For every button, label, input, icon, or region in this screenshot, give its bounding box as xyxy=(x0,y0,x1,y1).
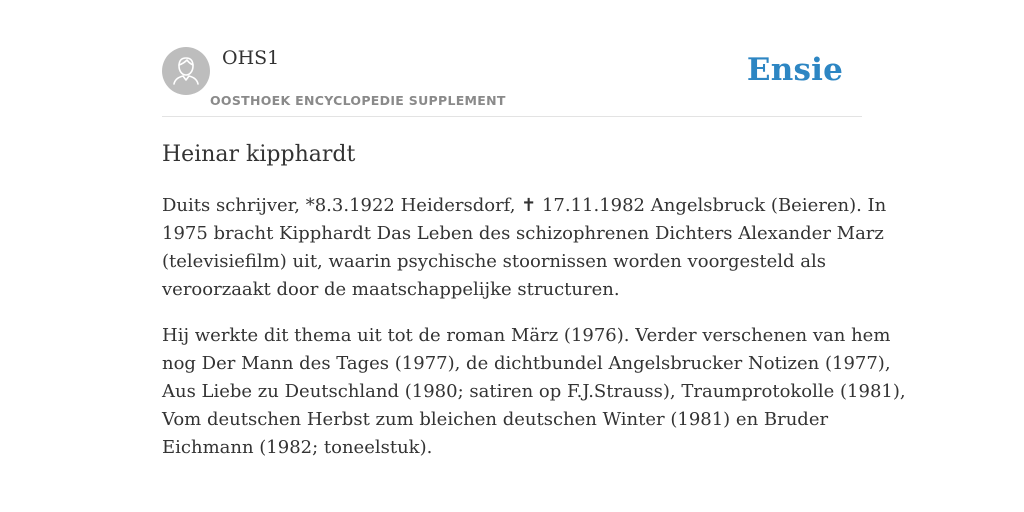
article-header xyxy=(162,46,862,117)
text-line: Duits schrijver, *8.3.1922 Heidersdorf, ✝ 17.11.1982 Angelsbruck (Beieren). In xyxy=(162,195,887,216)
user-icon xyxy=(162,47,210,95)
text-line: Vom deutschen Herbst zum bleichen deutschen Winter (1981) en Bruder xyxy=(162,409,829,430)
paragraph-2 xyxy=(162,322,906,462)
article-body xyxy=(162,192,906,480)
author-name[interactable]: OHS1 xyxy=(222,47,280,69)
text-line: Hij werkte dit thema uit tot de roman März (1976). Verder verschenen van hem xyxy=(162,325,891,346)
text-line: nog Der Mann des Tages (1977), de dichtbundel Angelsbrucker Notizen (1977), xyxy=(162,353,891,374)
paragraph-1 xyxy=(162,192,887,304)
text-line: Aus Liebe zu Deutschland (1980; satiren op F.J.Strauss), Traumprotokolle (1981), xyxy=(162,381,906,402)
article-title: Heinar kipphardt xyxy=(162,142,356,167)
text-line: (televisiefilm) uit, waarin psychische stoornissen worden voorgesteld als xyxy=(162,251,827,272)
author-avatar[interactable] xyxy=(162,47,210,95)
source-label[interactable]: OOSTHOEK ENCYCLOPEDIE SUPPLEMENT xyxy=(210,93,506,108)
ensie-logo[interactable]: Ensie xyxy=(746,52,843,88)
text-line: Eichmann (1982; toneelstuk). xyxy=(162,437,433,458)
text-line: 1975 bracht Kipphardt Das Leben des schizophrenen Dichters Alexander Marz xyxy=(162,223,884,244)
text-line: veroorzaakt door de maatschappelijke structuren. xyxy=(162,279,620,300)
